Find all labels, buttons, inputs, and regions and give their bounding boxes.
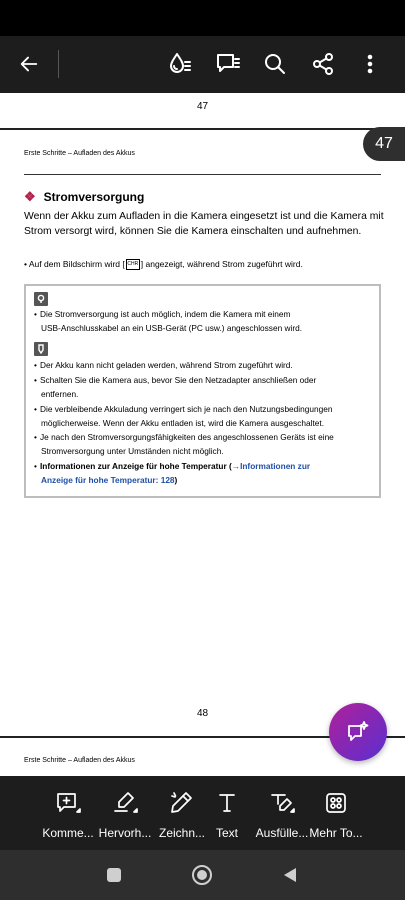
fill-sign-tool[interactable]: Ausfülle... [252,776,312,850]
ai-chat-sparkle-icon [345,719,371,745]
section-heading [24,189,144,205]
note-line [24,259,384,270]
back-button[interactable] [15,50,43,78]
share-icon [311,52,335,76]
more-tools[interactable]: Mehr To... [306,776,366,850]
grid-apps-icon [324,791,348,815]
breadcrumb: Erste Schritte – Aufladen des Akkus [24,757,135,764]
search-button[interactable] [261,50,289,78]
back-nav-button[interactable] [278,863,302,887]
page-indicator-badge[interactable]: 47 [363,127,405,161]
page-number-top: 47 [196,101,209,112]
search-icon [263,52,287,76]
pdf-viewer[interactable] [0,93,405,776]
header-rule [24,174,381,175]
square-icon [106,867,122,883]
text-t-icon [215,791,239,815]
highlighter-icon [112,790,138,816]
temperature-info-link[interactable]: Informationen zur [240,461,311,471]
text-tool[interactable]: Text [197,776,257,850]
note-text-after: ] angezeigt, während Strom zugeführt wird. [140,259,303,269]
info-box [24,284,381,498]
tip-item: • Die Stromversorgung ist auch möglich, indem die Kamera mit einem USB-Anschlusskabel an ein USB-Gerät (PC usw.) angeschlossen wird. [34,309,303,333]
diamond-bullet-icon: ❖ [24,189,36,204]
temperature-info-link-cont[interactable]: Anzeige für hohe Temperatur: 128 [41,474,175,485]
page-number-bottom: 48 [196,708,209,719]
tip-icon [34,292,48,306]
ai-assistant-button[interactable] [329,703,387,761]
draw-tool[interactable]: Zeichn... [152,776,212,850]
highlight-tool[interactable]: Hervorh... [95,776,155,850]
add-comment-icon [55,790,81,816]
liquid-mode-icon [167,51,193,77]
more-vertical-icon [358,52,382,76]
list-item: • Informationen zur Anzeige für hohe Temperatur (→Informationen zur Anzeige für hohe Temperatur: 128) [34,461,311,485]
status-bar [0,0,405,36]
list-item: • Die verbleibende Akkuladung verringert sich je nach den Nutzungsbedingungen möglicherweise. Wenn der Akku entladen ist, wird die Kamera ausgeschaltet. [34,404,333,428]
toolbar-divider [58,50,59,78]
body-paragraph: Wenn der Akku zum Aufladen in die Kamera eingesetzt ist und die Kamera mit Strom versorgt wird, können Sie die Kamera einschalten und aufnehmen. [24,211,384,237]
list-item: • Der Akku kann nicht geladen werden, während Strom zugeführt wird. [34,360,293,370]
recent-apps-button[interactable] [102,863,126,887]
page-separator [0,128,405,130]
bottom-toolbar [0,776,405,850]
comment-list-icon [215,51,241,77]
home-circle-icon [191,864,213,886]
breadcrumb: Erste Schritte – Aufladen des Akkus [24,150,135,157]
triangle-back-icon [281,866,299,884]
share-button[interactable] [309,50,337,78]
pencil-icon [169,790,195,816]
system-nav-bar [0,850,405,900]
top-app-bar [0,36,405,93]
comments-button[interactable] [214,50,242,78]
section-heading-text: Stromversorgung [43,190,145,204]
caution-icon [34,342,48,356]
fill-sign-icon [269,790,295,816]
liquid-mode-button[interactable] [166,50,194,78]
home-button[interactable] [190,863,214,887]
comment-tool[interactable]: Komme... [38,776,98,850]
list-item: • Je nach den Stromversorgungsfähigkeiten des angeschlossenen Geräts ist eine Stromversorgung unter Umständen nicht möglich. [34,432,334,456]
arrow-left-icon [18,53,40,75]
battery-charging-icon: CHR [126,259,140,270]
list-item: • Schalten Sie die Kamera aus, bevor Sie den Netzadapter anschließen oder entfernen. [34,375,317,399]
more-options-button[interactable] [356,50,384,78]
note-text-before: • Auf dem Bildschirm wird [ [24,259,125,269]
